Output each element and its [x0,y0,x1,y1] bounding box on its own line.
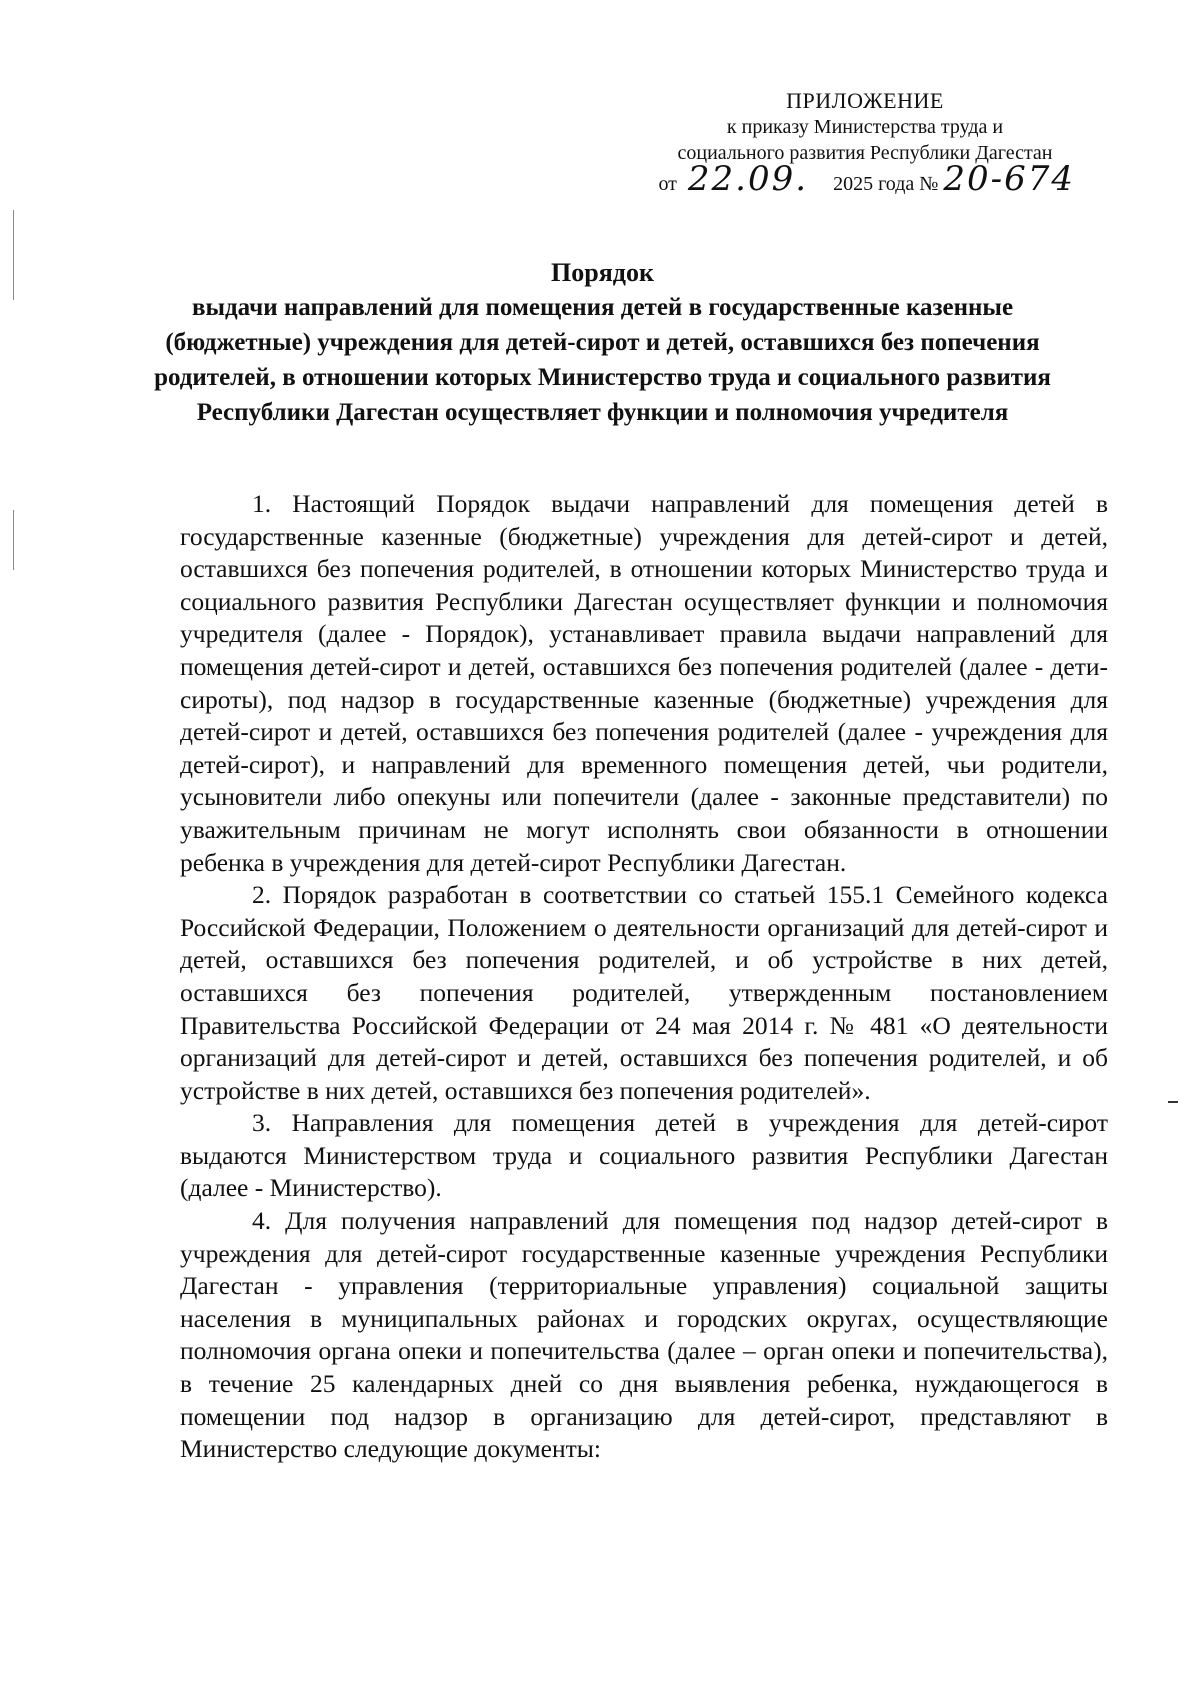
paragraph-4: 4. Для получения направлений для помещения под надзор детей-сирот в учреждения для детей-сирот государственные казенные учреждения Республики Дагестан - управления (территориальные управления) социальной защиты населения в муниципальных районах и городских округах, осуществляющие полномочия органа опеки и попечительства (далее – орган опеки и попечительства), в течение 25 календарных дней со дня выявления ребенка, нуждающегося в помещении под надзор в организацию для детей-сирот, представляют в Министерство следующие документы: [180,1206,1108,1464]
heading-subtitle: выдачи направлений для помещения детей в государственные казенные (бюджетные) учреждения для детей-сирот и детей, оставшихся без попечения родителей, в отношении которых Министерство труда и социального развития Республики Дагестан осуществляет функции и полномочия учредителя [154,294,1051,426]
paragraph-1: 1. Настоящий Порядок выдачи направлений для помещения детей в государственные казенные (бюджетные) учреждения для детей-сирот и детей, оставшихся без попечения родителей, в отношении которых Министерство труда и социального развития Республики Дагестан осуществляет функции и полномочия учредителя (далее - Порядок), устанавливает правила выдачи направлений для помещения детей-сирот и детей, оставшихся без попечения родителей (далее - дети-сироты), под надзор в государственные казенные (бюджетные) учреждения для детей-сирот и детей, оставшихся без попечения родителей (далее - учреждения для детей-сирот), и направлений для временного помещения детей, чьи родители, усыновители либо опекуны или попечители (далее - законные представители) по уважительным причинам не могут исполнять свои обязанности в отношении ребенка в учреждения для детей-сирот Республики Дагестан. [180,489,1108,877]
handwritten-number: 20-674 [943,159,1075,199]
appendix-line-1: к приказу Министерства труда и [726,116,1004,138]
heading-title: Порядок [551,258,654,287]
paragraph-2: 2. Порядок разработан в соответствии со статьей 155.1 Семейного кодекса Российской Федерации, Положением о деятельности организаций для детей-сирот и детей, оставшихся без попечения родителей, и об устройстве в них детей, оставшихся без попечения родителей, утвержденным постановлением Правительства Российской Федерации от 24 мая 2014 г. № 481 «О деятельности организаций для детей-сирот и детей, оставшихся без попечения родителей, и об устройстве в них детей, оставшихся без попечения родителей». [180,880,1108,1105]
scan-artifact [13,510,14,570]
scan-artifact [13,210,14,300]
document-body [180,488,1108,1466]
year-text: 2025 года № [833,173,939,195]
appendix-line-2: социального развития Республики Дагестан [677,142,1053,164]
appendix-block [645,88,1085,197]
date-prefix: от [658,173,677,195]
appendix-title: ПРИЛОЖЕНИЕ [786,88,944,113]
document-heading [150,255,1055,430]
scan-artifact [1168,1101,1178,1103]
paragraph-3: 3. Направления для помещения детей в учреждения для детей-сирот выдаются Министерством труда и социального развития Республики Дагестан (далее - Министерство). [180,1108,1108,1203]
appendix-date-line [645,159,1085,199]
handwritten-date: 22.09. [687,159,809,199]
